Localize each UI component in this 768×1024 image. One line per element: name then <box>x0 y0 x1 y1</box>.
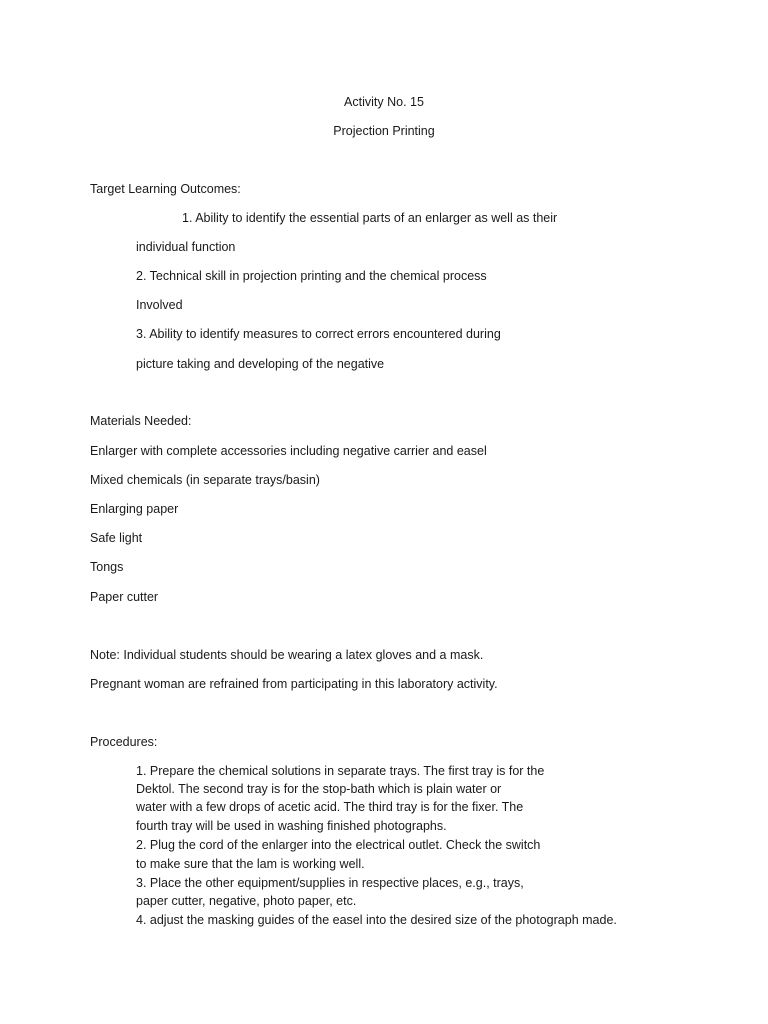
material-item: Paper cutter <box>90 590 159 604</box>
activity-title: Activity No. 15 <box>344 95 424 109</box>
outcome-line: 1. Ability to identify the essential parts of an enlarger as well as their <box>182 211 558 225</box>
procedure-line: Dektol. The second tray is for the stop-bath which is plain water or <box>136 782 502 796</box>
procedure-line: 2. Plug the cord of the enlarger into the electrical outlet. Check the switch <box>136 838 541 852</box>
procedure-line: to make sure that the lam is working well. <box>136 857 365 871</box>
note-line: Pregnant woman are refrained from participating in this laboratory activity. <box>90 677 498 691</box>
outcomes-heading: Target Learning Outcomes: <box>90 182 241 196</box>
outcome-line: individual function <box>136 240 236 254</box>
outcome-line: 2. Technical skill in projection printing and the chemical process <box>136 269 487 283</box>
activity-subtitle: Projection Printing <box>333 124 435 138</box>
procedure-line: 3. Place the other equipment/supplies in respective places, e.g., trays, <box>136 876 524 890</box>
outcome-line: 3. Ability to identify measures to correct errors encountered during <box>136 327 501 341</box>
procedure-line: 4. adjust the masking guides of the easel into the desired size of the photograph made. <box>136 913 617 927</box>
procedure-line: fourth tray will be used in washing finished photographs. <box>136 819 447 833</box>
outcome-line: picture taking and developing of the negative <box>136 357 385 371</box>
material-item: Tongs <box>90 560 124 574</box>
outcome-line: Involved <box>136 298 183 312</box>
material-item: Safe light <box>90 531 143 545</box>
procedures-heading: Procedures: <box>90 735 158 749</box>
procedure-line: paper cutter, negative, photo paper, etc. <box>136 894 357 908</box>
material-item: Enlarging paper <box>90 502 179 516</box>
procedure-line: water with a few drops of acetic acid. The third tray is for the fixer. The <box>136 800 524 814</box>
procedure-line: 1. Prepare the chemical solutions in separate trays. The first tray is for the <box>136 764 545 778</box>
material-item: Enlarger with complete accessories including negative carrier and easel <box>90 444 487 458</box>
note-line: Note: Individual students should be wearing a latex gloves and a mask. <box>90 648 484 662</box>
material-item: Mixed chemicals (in separate trays/basin) <box>90 473 320 487</box>
materials-heading: Materials Needed: <box>90 414 192 428</box>
